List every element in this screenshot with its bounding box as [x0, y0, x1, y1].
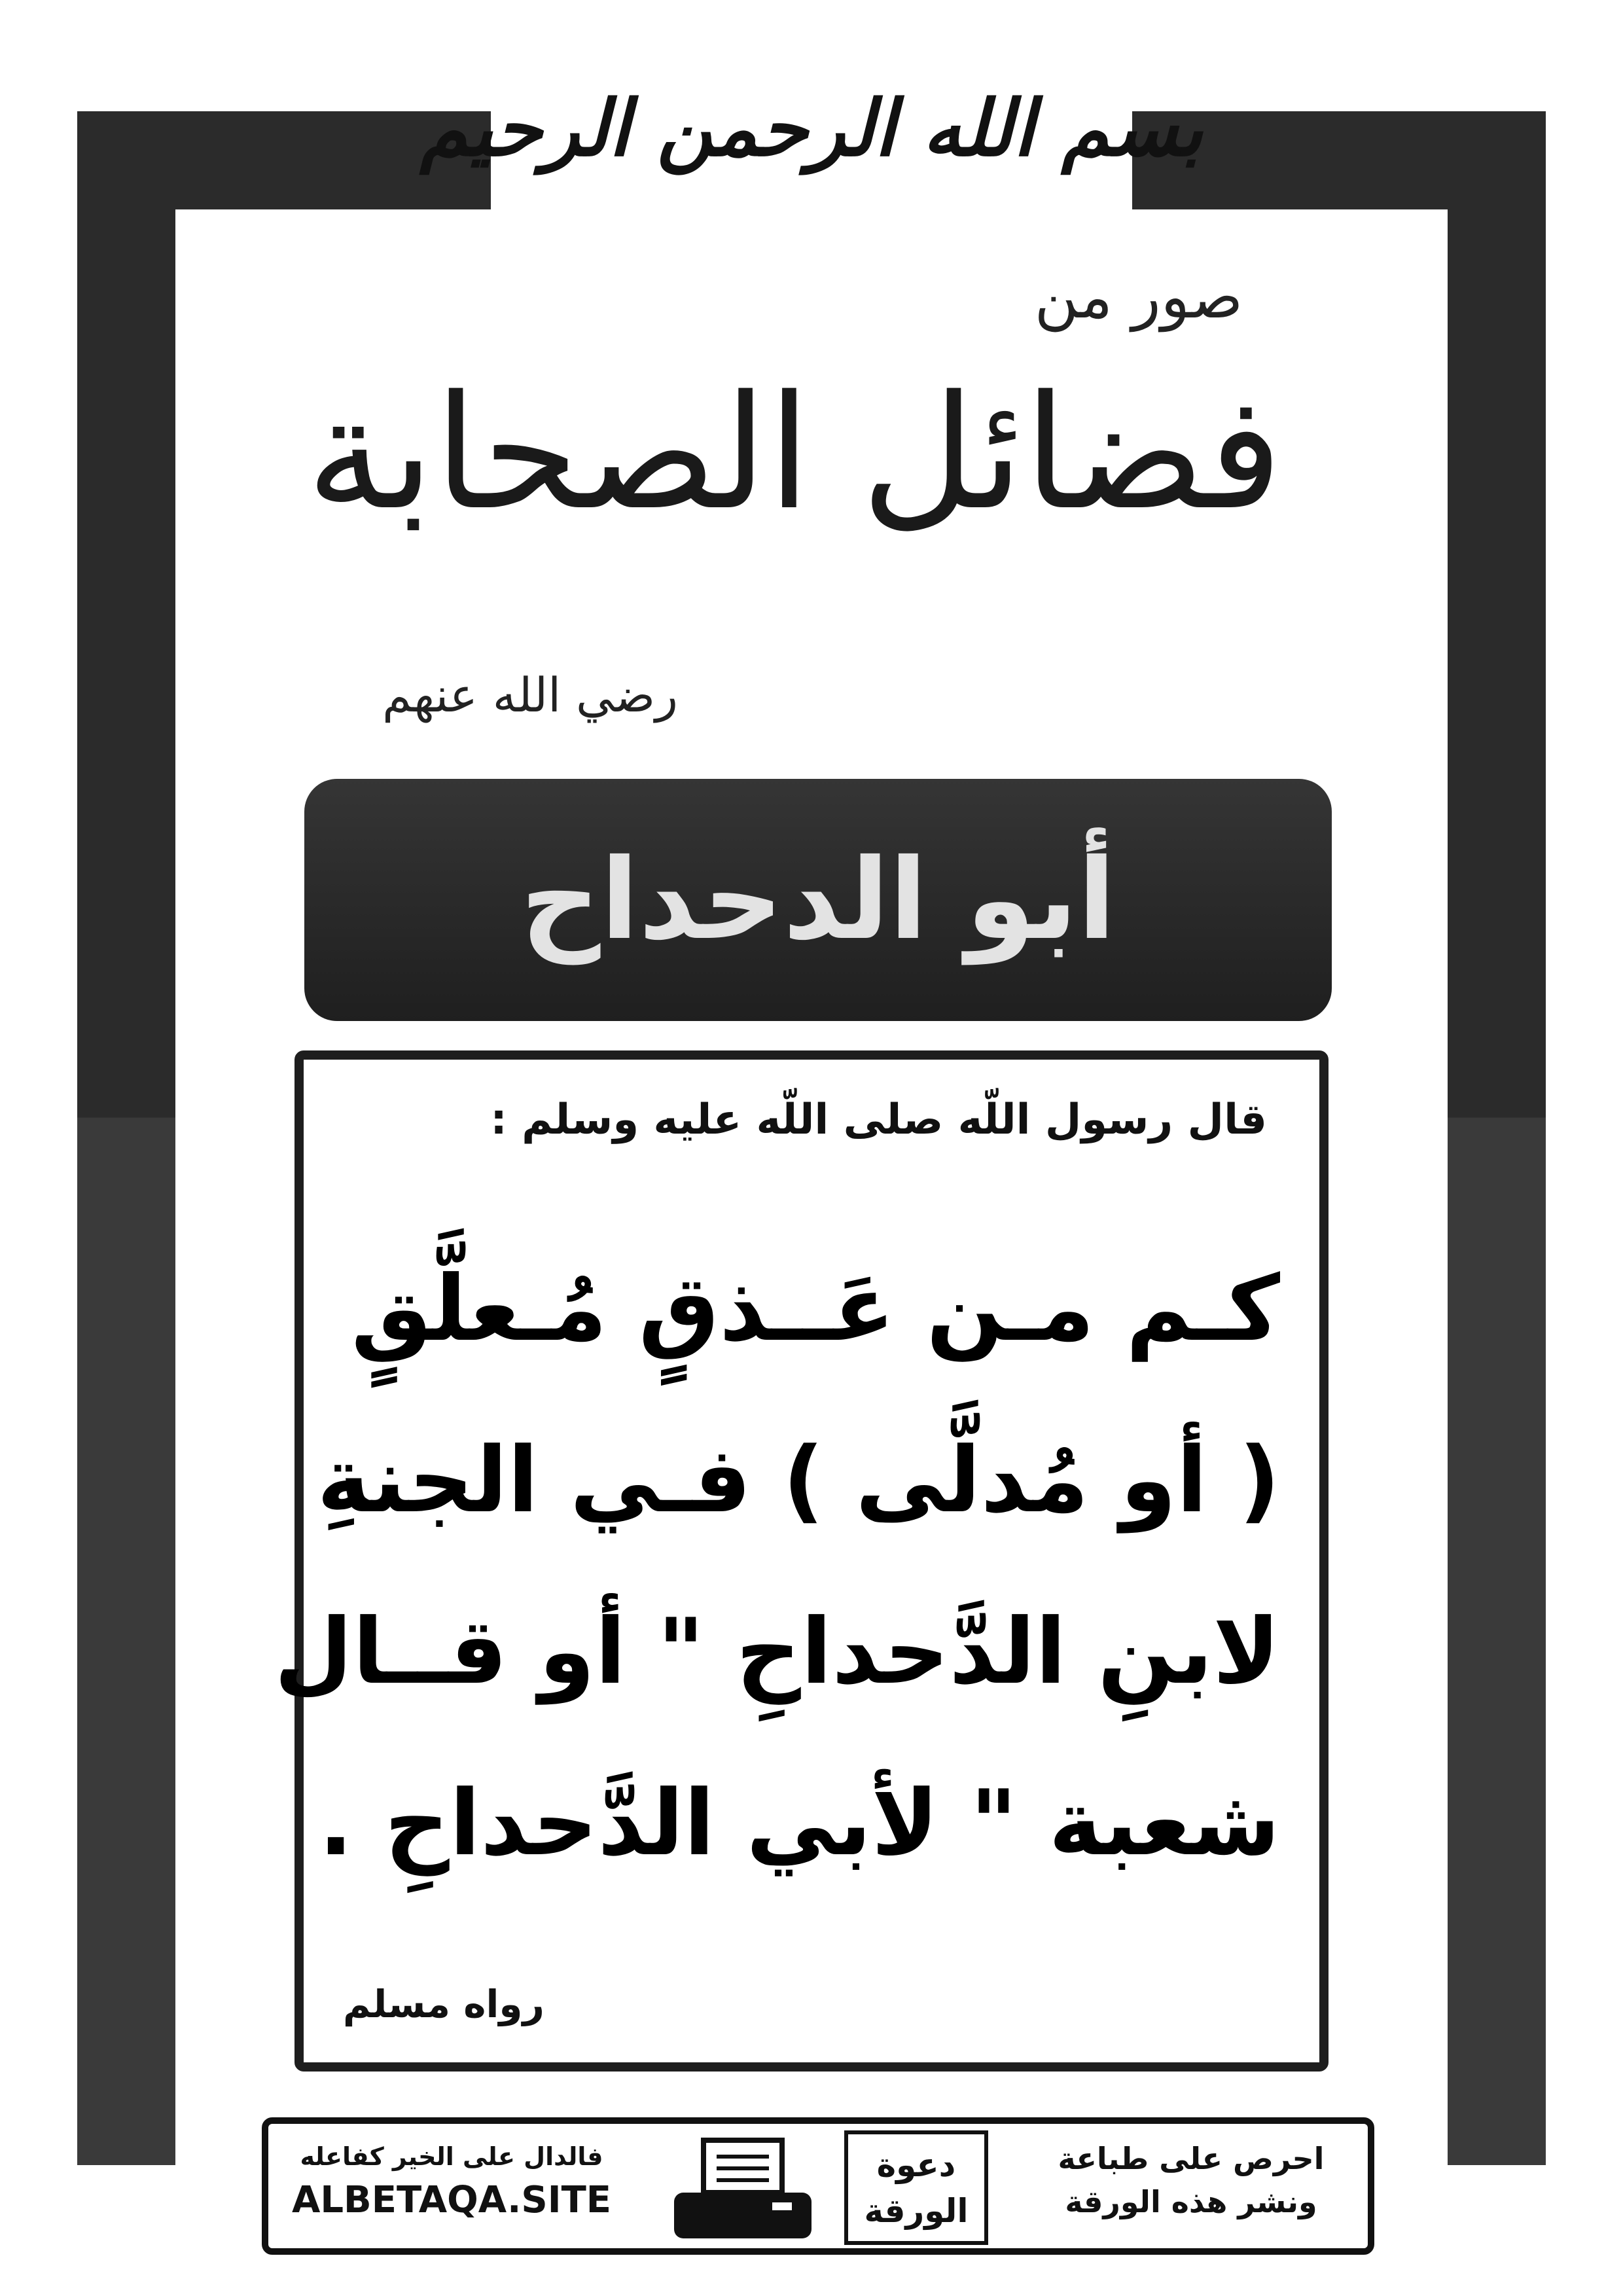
companion-name: أبو الدحداح	[520, 835, 1116, 965]
basmala: بسم الله الرحمن الرحيم	[419, 82, 1204, 173]
footer-note	[1034, 2137, 1348, 2235]
hadith-line: شعبة " لأبي الدَّحداحِ .	[318, 1770, 1280, 1876]
logo-top-text: دعوة	[876, 2145, 956, 2184]
hadith-line: كـم مـن عَــذقٍ مُـعلَّقٍ	[351, 1256, 1280, 1361]
hadith-line: لابنِ الدَّحداحِ " أو قــال	[274, 1599, 1280, 1704]
blessing-text: رضي الله عنهم	[382, 668, 678, 723]
logo-bottom-text: الورقة	[864, 2191, 969, 2230]
footer-bar	[262, 2117, 1374, 2255]
series-subtitle: صور من	[1034, 262, 1243, 332]
footer-slogan: فالدال على الخير كفاعله	[300, 2142, 603, 2171]
logo	[844, 2130, 988, 2245]
footer-site-block	[281, 2137, 622, 2235]
site-link[interactable]: ALBETAQA.SITE	[291, 2179, 612, 2221]
printer-icon	[668, 2137, 818, 2242]
basmala-box	[419, 26, 1204, 229]
hadith-line: ( أو مُدلَّى ) فـي الجنةِ	[317, 1427, 1280, 1533]
hadith-intro: قال رسول اللّه صلى اللّه عليه وسلم :	[490, 1096, 1267, 1144]
frame-right	[1448, 111, 1546, 2165]
footer-note-line: احرص على طباعة	[1058, 2141, 1325, 2176]
footer-note-line: ونشر هذه الورقة	[1065, 2184, 1317, 2219]
name-banner	[304, 779, 1332, 1021]
frame-left	[77, 111, 175, 2165]
series-title: فضائل الصحابة	[306, 361, 1283, 545]
hadith-source: رواه مسلم	[343, 1982, 544, 2026]
hadith-box	[274, 1050, 1329, 2072]
hadith-text	[274, 1223, 1280, 1909]
